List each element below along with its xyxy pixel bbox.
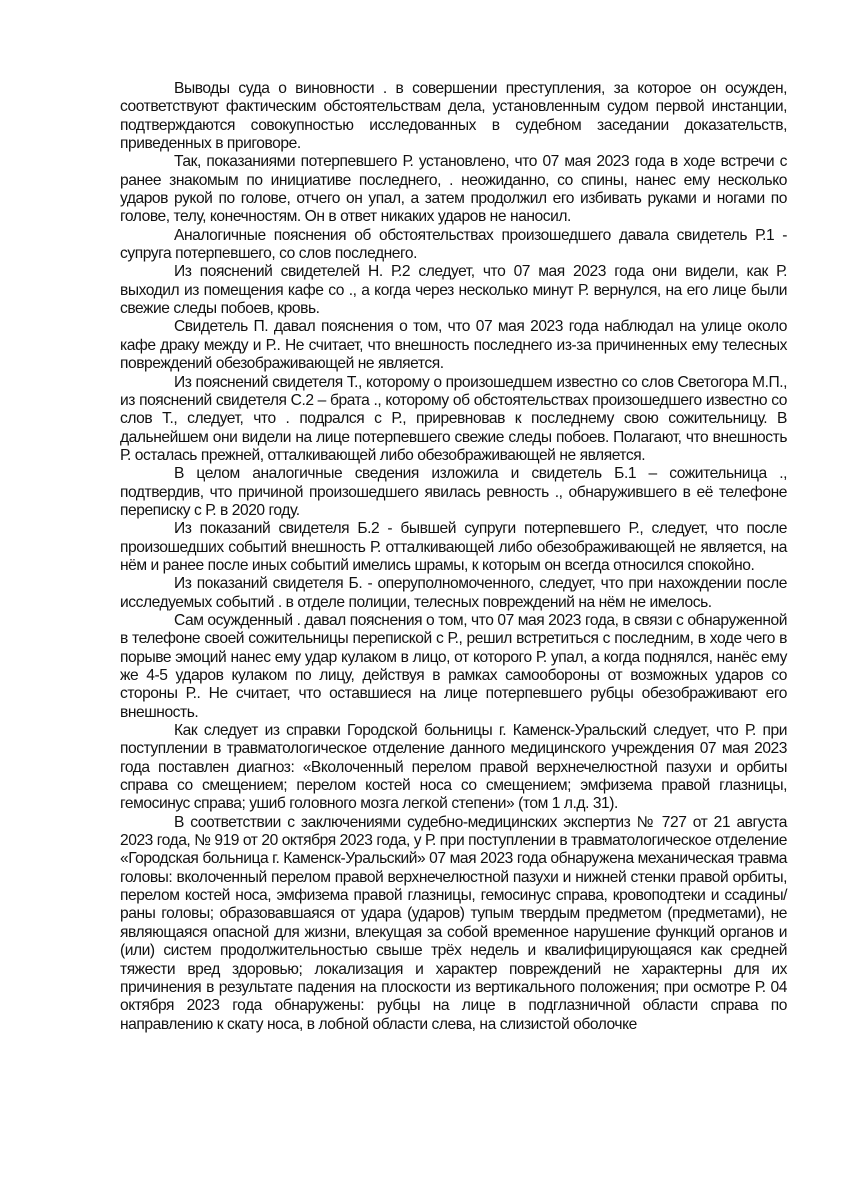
- paragraph-forensic-conclusions: В соответствии с заключениями судебно-медицинских экспертиз № 727 от 21 августа 2023 года, № 919 от 20 октября 2023 года, у Р. при поступлении в травматологическое отделение «Городская больница г. Каменск-Уральский» 07 мая 2023 года обнаружена механическая травма головы: вколоченный перелом правой верхнечелюстной пазухи и нижней стенки правой орбиты, перелом костей носа, эмфизема правой глазницы, гемосинус справа, кровоподтеки и ссадины/раны головы; образовавшаяся от удара (ударов) тупым твердым предметом (предметами), не являющаяся опасной для жизни, влекущая за собой временное нарушение функций органов и (или) систем продолжительностью свыше трёх недель и квалифицирующаяся как средней тяжести вред здоровью; локализация и характер повреждений не характерны для их причинения в результате падения на плоскости из вертикального положения; при осмотре Р. 04 октября 2023 года обнаружены: рубцы на лице в подглазничной области справа по направлению к скату носа, в лобной области слева, на слизистой оболочке: [120, 813, 787, 1033]
- paragraph-witness-b-officer: Из показаний свидетеля Б. - оперуполномоченного, следует, что при нахождении после исследуемых событий . в отделе полиции, телесных повреждений на нём не имелось.: [120, 575, 787, 611]
- paragraph-witness-b1: В целом аналогичные сведения изложила и свидетель Б.1 – сожительница ., подтвердив, что причиной произошедшего явилась ревность ., обнаружившего в её телефоне переписку с Р. в 2020 году.: [120, 465, 787, 519]
- document-page: [120, 80, 787, 1034]
- paragraph-hospital-certificate: Как следует из справки Городской больницы г. Каменск-Уральский следует, что Р. при поступлении в травматологическое отделение данного медицинского учреждения 07 мая 2023 года поставлен диагноз: «Вколоченный перелом правой верхнечелюстной пазухи и орбиты справа со смещением; перелом костей носа со смещением; эмфизема правой глазницы, гемосинус справа; ушиб головного мозга легкой степени» (том 1 л.д. 31).: [120, 722, 787, 813]
- paragraph-victim-testimony: Так, показаниями потерпевшего Р. установлено, что 07 мая 2023 года в ходе встречи с ранее знакомым по инициативе последнего, . неожиданно, со спины, нанес ему несколько ударов рукой по голове, отчего он упал, а затем продолжил его избивать руками и ногами по голове, телу, конечностям. Он в ответ никаких ударов не наносил.: [120, 153, 787, 226]
- paragraph-witnesses-t-s2: Из пояснений свидетеля Т., которому о произошедшем известно со слов Светогора М.П., из пояснений свидетеля С.2 – брата ., которому об обстоятельствах произошедшего известно со слов Т., следует, что . подрался с Р., приревновав к последнему свою сожительницу. В дальнейшем они видели на лице потерпевшего свежие следы побоев. Полагают, что внешность Р. осталась прежней, отталкивающей либо обезображивающей не является.: [120, 373, 787, 464]
- paragraph-witness-p: Свидетель П. давал пояснения о том, что 07 мая 2023 года наблюдал на улице около кафе драку между и Р.. Не считает, что внешность последнего из-за причиненных ему телесных повреждений обезображивающей не является.: [120, 318, 787, 373]
- paragraph-witness-b2: Из показаний свидетеля Б.2 - бывшей супруги потерпевшего Р., следует, что после произошедших событий внешность Р. отталкивающей либо обезображивающей не является, на нём и ранее после иных событий имелись шрамы, к которым он всегда относился спокойно.: [120, 520, 787, 574]
- paragraph-witness-r1: Аналогичные пояснения об обстоятельствах произошедшего давала свидетель Р.1 - супруга потерпевшего, со слов последнего.: [120, 226, 787, 263]
- paragraph-witnesses-n-r2: Из пояснений свидетелей Н. Р.2 следует, что 07 мая 2023 года они видели, как Р. выходил из помещения кафе со ., а когда через несколько минут Р. вернулся, на его лице были свежие следы побоев, кровь.: [120, 263, 787, 318]
- paragraph-convict-statement: Сам осужденный . давал пояснения о том, что 07 мая 2023 года, в связи с обнаруженной в телефоне своей сожительницы перепиской с Р., решил встретиться с последним, в ходе чего в порыве эмоций нанес ему удар кулаком в лицо, от которого Р. упал, а когда поднялся, нанёс ему же 4-5 ударов кулаком по лицу, действуя в рамках самообороны от возможных ударов со стороны Р.. Не считает, что оставшиеся на лице потерпевшего рубцы обезображивают его внешность.: [120, 611, 787, 721]
- paragraph-court-conclusions: Выводы суда о виновности . в совершении преступления, за которое он осужден, соответствуют фактическим обстоятельствам дела, установленным судом первой инстанции, подтверждаются совокупностью исследованных в судебном заседании доказательств, приведенных в приговоре.: [120, 80, 787, 153]
